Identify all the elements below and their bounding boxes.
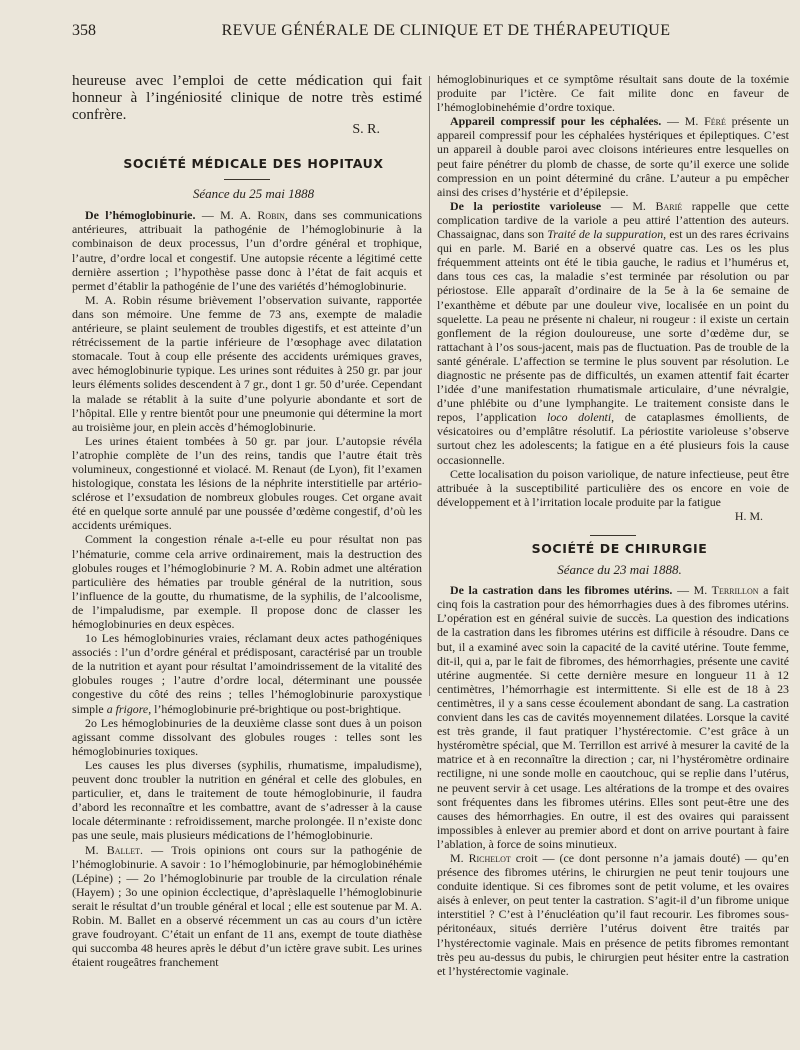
journal-title: REVUE GÉNÉRALE DE CLINIQUE ET DE THÉRAPEUTIQUE xyxy=(221,22,671,39)
intro-signature: S. R. xyxy=(352,122,380,137)
author-richelot: M. Richelot xyxy=(450,850,511,865)
paragraph-hemoglobinurie: De l’hémoglobinurie. — M. A. Robin, dans ses communications antérieures, attribuait la pathogénie de l’hémoglobinurie à la combinaison de deux processus, l’un d’ordre général et trophique, l’autre, d’ordre local et congestif. Une autopsie récente a légitimé cette dernière assertion ; l’hypothèse passe donc à l’état de fait acquis et permet d’établir la pathogénie de l’une des variétés d’hémoglobinurie. xyxy=(72,208,423,293)
paragraph-periostite: De la periostite varioleuse — M. Barié rappelle que cette complication tardive de la variole a peu attiré l’attention des auteurs. Chassaignac, dans son Traité de la suppuration, est un des rares écrivains qui en parle. M. Barié en a observé quatre cas. Les os les plus fréquemment atteints ont été le tibia gauche, le radius et l’humérus et, dans tous ces cas, la maladie s’est terminée par résolution ou par périostose. Elle apparaît d’ordinaire de la 5e à la 6e semaine de l’exanthème et débute par une douleur vive, localisée en un point du squelette. La peau ne présente ni chaleur, ni rougeur : il existe un certain gonflement de la région douloureuse, une sorte d’œdème dur, se rattachant à l’os sous-jacent, mais pas de fluctuation. Pas de trouble de la santé générale. L’affection se termine le plus souvent par résolution. Le diagnostic ne présente pas de difficultés, un examen attentif fait écarter l’idée d’une manifestation rhumatismale articulaire, d’une névralgie, d’une phlébite ou d’une lymphangite. Le traitement consiste dans le repos, l’application loco dolenti, de cataplasmes émollients, de vésicatoires ou d’emplâtre résolutif. La périostite varioleuse s’observe surtout chez les adolescents; la fatigue en a été plusieurs fois la cause occasionnelle. xyxy=(437,198,789,467)
paragraph-appareil: Appareil compressif pour les céphalées. — M. Féré présente un appareil compressif pour les céphalées hystériques et épileptiques. C’est un appareil à double paroi avec cloisons intérieures entre lesquelles on peut faire pénétrer du plomb de chasse, de sorte qu’il exerce une solide compression en un point déterminé du crâne. L’auteur a pu empêcher ainsi des crises d’hystérie et d’épilepsie. xyxy=(437,114,789,199)
paragraph-autopsie: Les urines étaient tombées à 50 gr. par jour. L’autopsie révéla l’atrophie complète de l’un des reins, tandis que l’autre était très volumineux, congestionné et violacé. M. Renaut (de Lyon), fit l’examen histologique, constata les lésions de la néphrite interstitielle par artério-sclérose et l’exsudation de nombreux globules rouges. Cet organe avait été en quelque sorte annulé par une poussée d’œdème congestif, d’où les accidents urémiques. xyxy=(72,433,422,533)
session-date-hopitaux: Séance du 25 mai 1888 xyxy=(192,186,315,202)
paragraph-castration: De la castration dans les fibromes utérins. — M. Terrillon a fait cinq fois la castration pour des hémorrhagies dues à des fibromes utérins. L’opération est en général suivie de succès. La question des indications de la castration dans les fibromes utérins est difficile à résoudre. Dans ce but, il a examiné avec soin la capacité de la cavité utérine. Toute femme, dit-il, qui a, par le fait de fibromes, des hémorrhagies, présente une cavité utérine augmentée. Si cette dernière mesure en longueur 11 à 12 centimètres, l’hémorrhagie est intermittente. Si elle est de 18 à 23 centimètres, il y a sans cesse écoulement abondant de sang. La castration convient dans les cas de cavités moyennement dilatées. Lorsque la cavité est très grande, il faut pratiquer l’hystérectomie. C’est grâce à un hystéromètre spécial, que M. Terrillon est arrivé à mesurer la cavité de la matrice et à en reconnaître la direction ; car, ni l’hystéromètre ordinaire rectiligne, ni une sonde molle en caoutchouc, qui se replie dans l’utérus, ne peuvent servir à cet usage. Les altérations de la trompe et des ovaires sont fréquentes dans les fibromes utérins. Elles sont peut-être une des causes des hémorrhagies. En outre, il est des ovaires qui paraissent impossibles à enlever au premier abord et dont on arrive pourtant à faire l’ablation, à force de soins minutieux. xyxy=(437,583,789,851)
paragraph-text: présente un appareil compressif pour les céphalées hystériques et épileptiques. C’est un appareil à double paroi avec cloisons intérieures entre lesquelles on peut faire pénétrer du plomb de chasse, de sorte qu’il exerce une solide compression en un point déterminé du crâne. L’auteur a pu empêcher ainsi des crises d’hystérie et d’épilepsie. xyxy=(437,114,789,199)
signature-hm: H. M. xyxy=(734,508,763,523)
author-ballet: M. Ballet. xyxy=(85,842,144,857)
session-date-chirurgie: Séance du 23 mai 1888. xyxy=(557,562,682,578)
paragraph-localisation: Cette localisation du poison variolique, de nature infectieuse, peut être attribuée à la susceptibilité particulière des os encore en voie de développement et à l’irritation locale produite par la fatigue xyxy=(437,466,789,509)
paragraph-text: 1o Les hémoglobinuries vraies, réclamant deux actes pathogéniques associés : l’un d’ordre général et prédisposant, caractérisé par un trouble de la nutrition et ayant pour résultat l’amoindrissement de la vitalité des globules rouges ; l’autre d’ordre local, déterminant une poussée congestive du côté des reins ; telles l’hémoglobinurie paroxystique simple xyxy=(72,631,422,716)
section-title-chirurgie: SOCIÉTÉ DE CHIRURGIE xyxy=(531,541,708,556)
section-title-hopitaux: SOCIÉTÉ MÉDICALE DES HOPITAUX xyxy=(123,156,384,172)
author-fere: M. Féré xyxy=(684,114,726,129)
paragraph-observation: M. A. Robin résume brièvement l’observation suivante, rapportée dans son mémoire. Une femme de 73 ans, exempte de maladie antérieure, se plaint seulement de troubles digestifs, et est atteinte d’un rétrécissement de la partie inférieure de l’œsophage avec dilatation stomacale. Tout à coup elle présente des accidents urémiques graves, avec hémoglobinurie typique. Les urines sont réduites à 250 gr. par jour leurs éléments solides descendent à 7 gr., dont 1 gr. 50 d’urée. Cependant la malade se rétablit à la suite d’une polyurie abondante et sort de l’hôpital. Elle y rentre bientôt pour une pneumonie qui détermine la mort au troisième jour, en plein accès d’hémoglobinurie. xyxy=(72,292,422,434)
author-terrillon: M. Terrillon xyxy=(693,583,759,598)
article-title-hemoglobinurie: De l’hémoglobinurie. xyxy=(85,208,196,223)
article-title-castration: De la castration dans les fibromes utérins. xyxy=(450,583,673,598)
paragraph-ballet xyxy=(72,843,422,970)
italic-text: a frigore xyxy=(106,701,149,716)
paragraph-text: — Trois opinions ont cours sur la pathogénie de l’hémoglobinurie. A savoir : 1o l’hémoglobinurie, par hémoglobinéhémie (Lépine) ; — 2o l’hémoglobinurie par trouble de la circulation rénale (Hayem) ; 3o une opinion écclectique, d’aprèslaquelle l’hémoglobinurie serait le résultat d’un trouble général et local ; elle est soutenue par M. A. Robin. M. Ballet en a observé récemment un cas au cours d’un ictère grave foudroyant. C’était un enfant de 11 ans, exempt de toute diathèse qui succomba 48 heures après le début d’un ictère grave subit. Les urines étaient rougeâtres franchement xyxy=(72,842,423,970)
paragraph-richelot xyxy=(437,851,789,978)
paragraph-congestion: Comment la congestion rénale a-t-elle eu pour résultat non pas l’hématurie, comme cela arrive ordinairement, mais la destruction des globules rouges et l’hémoglobinurie ? M. A. Robin admet une altération particulière des hématies par trouble général de la nutrition, sous l’influence de la goutte, du rhumatisme, de la syphilis, de l’alcoolisme, de l’impaludisme, par exemple. Il propose donc de classer les hémoglobinuries en deux espèces. xyxy=(72,532,422,631)
author-barie: M. Barié xyxy=(632,198,683,213)
paragraph-hemoglobinuries-toxiques: 2o Les hémoglobinuries de la deuxième classe sont dues à un poison agissant comme dissolvant des globules rouges : telles sont les hémoglobinuries toxiques. xyxy=(72,715,422,758)
author-robin: M. A. Robin xyxy=(220,208,285,223)
paragraph-text: , l’hémoglobinurie pré-brightique ou post-brightique. xyxy=(148,701,402,716)
intro-paragraph: heureuse avec l’emploi de cette médication qui fait honneur à l’ingéniosité clinique de notre très estimé confrère. xyxy=(72,72,422,123)
right-column xyxy=(437,72,789,978)
paragraph-text: croit — (ce dont personne n’a jamais douté) — qu’en présence des fibromes utérins, le chirurgien ne peut tenir toujours une conduite identique. Si ces fibromes sont de petit volume, et les ovaires aisés à enlever, on peut tenter la castration. S’agit-il d’un fibrome unique interstitiel ? C’est à l’énucléation qu’il faut recourir. Les fibromes sous-péritonéaux, situés derrière l’utérus doivent être traités par l’hystérectomie vaginale. Mais en présence de petits fibromes remontant très peu au-dessus du pubis, le chirurgien peut hésiter entre la castration et l’hystérectomie vaginale. xyxy=(437,850,789,978)
paragraph-hemoglobinuries-vraies xyxy=(72,631,422,716)
paragraph-continuation: hémoglobinuriques et ce symptôme résultait sans doute de la toxémie produite par l’ictère. Ce fait milite donc en faveur de l’hémoglobinehémie d’ordre toxique. xyxy=(437,72,789,115)
column-divider xyxy=(429,76,430,696)
running-head xyxy=(72,22,760,46)
paragraph-text: rappelle que cette complication tardive de la variole a peu attiré l’attention des auteurs. Chassaignac, dans son xyxy=(437,198,789,242)
page-number: 358 xyxy=(72,22,96,39)
article-title-appareil: Appareil compressif pour les céphalées. xyxy=(450,114,662,129)
article-title-periostite: De la periostite varioleuse xyxy=(450,198,602,213)
paragraph-causes: Les causes les plus diverses (syphilis, rhumatisme, impaludisme), peuvent donc troubler la nutrition en général et celle des globules, en particulier, et, dans le traitement de toute hémoglobinurie, il faudra d’abord les reconnaître et les combattre, avant de s’adresser à la cause locale déterminante : refroidissement, marche prolongée. Il n’existe donc pas une seule, mais plusieurs médications de l’hémoglobinurie. xyxy=(72,757,422,843)
italic-text: Traité de la suppuration xyxy=(547,227,664,242)
paragraph-text: , de cataplasmes émollients, de vésicatoires ou d’emplâtre résolutif. La périostite varioleuse s’observe surtout chez les adolescents; la fatigue en a été plusieurs fois la cause occasionnelle. xyxy=(437,410,789,467)
paragraph-text: , est un des rares écrivains qui en parle. M. Barié en a observé quatre cas. Les os les plus fréquemment atteints ont été le tibia gauche, le radius et l’humérus et, dans tous ces cas, la maladie s’est terminée par résolution ou par périostose. Elle apparaît d’ordinaire de la 5e à la 6e semaine de l’exanthème et débute par une douleur vive, localisée en un point du squelette. La peau ne présente ni chaleur, ni rougeur : il existe un certain gonflement de la région douloureuse, une sorte d’œdème dur, se rattachant à l’os sous-jacent, mais pas de fluctuation. Pas de trouble de la santé générale. L’affection se termine le plus souvent par résolution. Le diagnostic ne présente pas de difficultés, un examen attentif fait écarter l’idée d’une manifestation rhumatismale articulaire, d’une névralgie, d’une phlébite ou d’une lymphangite. Le traitement consiste dans le repos, l’application xyxy=(437,227,789,425)
paragraph-text: , dans ses communications antérieures, attribuait la pathogénie de l’hémoglobinurie à la combinaison de deux processus, l’un d’ordre général et trophique, l’autre, d’ordre local et congestif. Une autopsie récente a légitimé cette dernière assertion ; l’hypothèse passe donc à l’état de fait acquis et permet d’établir la pathogénie de l’une des variétés d’hémoglobinurie. xyxy=(72,208,423,293)
left-column xyxy=(72,72,422,969)
paragraph-text: a fait cinq fois la castration pour des hémorrhagies dues à des fibromes utérins. L’opération est en général suivie de succès. La question des indications de la castration dans les fibromes utérins est difficile à résoudre. Dans ce but, il a examiné avec soin la capacité de la cavité utérine. Toute femme, dit-il, qui a, par le fait de fibromes, des hémorrhagies, présente une cavité utérine augmentée. Si cette dernière mesure en longueur 11 à 12 centimètres, l’hémorrhagie est intermittente. Si elle est de 18 à 23 centimètres, il y a sans cesse écoulement abondant de sang. La castration convient dans les cas de cavités moyennement dilatées. Lorsque la cavité est très grande, il faut pratiquer l’hystérectomie. C’est grâce à un hystéromètre spécial, que M. Terrillon est arrivé à mesurer la cavité de la matrice et à en reconnaître la direction ; car, ni l’hystéromètre ordinaire rectiligne, ni une sonde molle en caoutchouc, qui se replie dans l’utérus, ne peuvent servir à cet usage. Les altérations de la trompe et des ovaires sont fréquentes dans les fibromes utérins. Elles sont peut-être une des causes des hémorrhagies. En outre, il est des ovaires qui paraissent impossibles à enlever au premier abord et dont on arrive pourtant à faire l’ablation, à force de soins minutieux. xyxy=(437,583,789,851)
italic-text: loco dolenti xyxy=(547,410,612,425)
